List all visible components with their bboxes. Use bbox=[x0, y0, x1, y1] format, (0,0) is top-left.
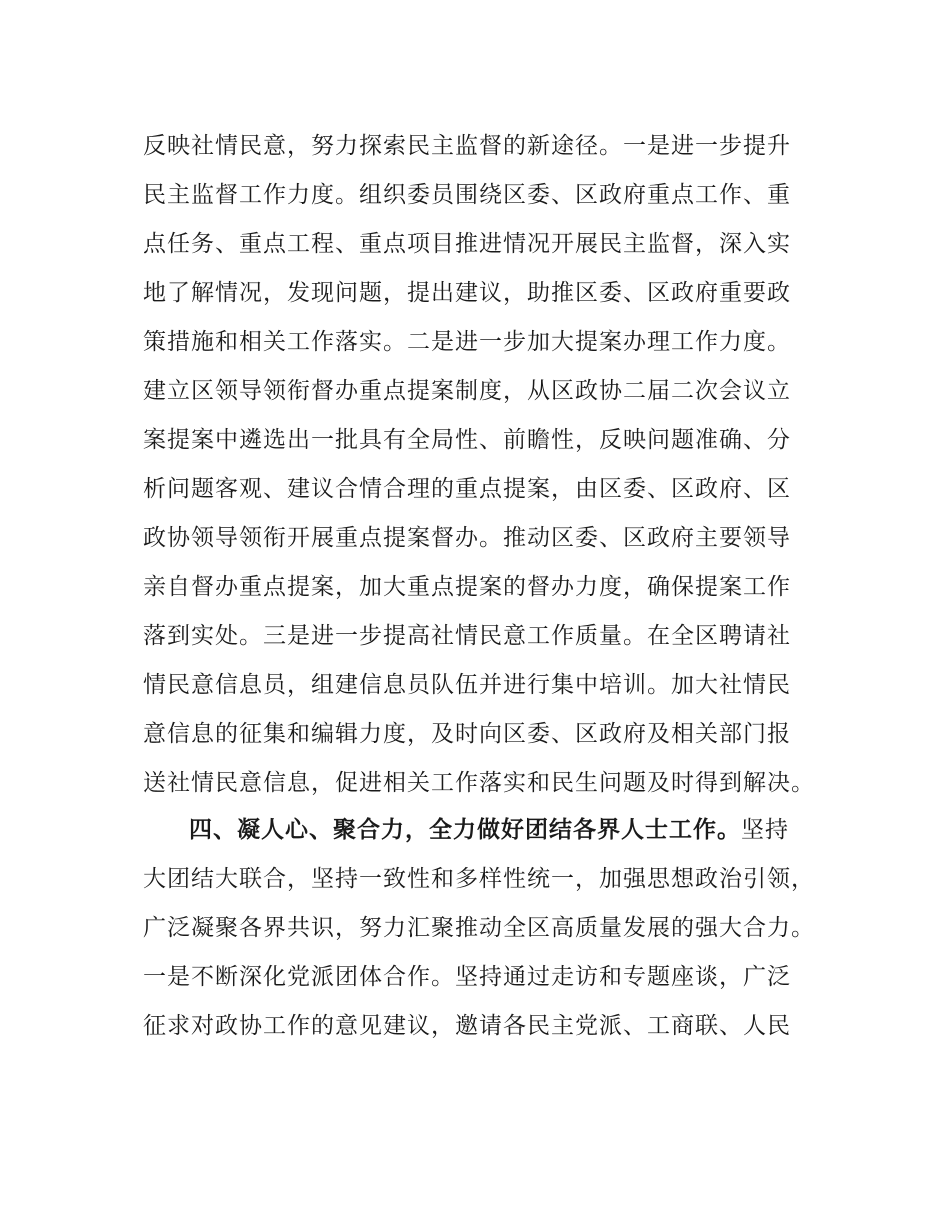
text-line: 析问题客观、建议合情合理的重点提案，由区委、区政府、区 bbox=[143, 476, 791, 502]
paragraph-democratic-supervision bbox=[143, 122, 823, 808]
text-line: 广泛凝聚各界共识，努力汇聚推动全区高质量发展的强大合力。 bbox=[143, 915, 815, 941]
text-line: 大团结大联合，坚持一致性和多样性统一，加强思想政治引领， bbox=[143, 866, 815, 892]
paragraph-unity-work bbox=[143, 806, 823, 1051]
text-line-first bbox=[143, 806, 823, 855]
text-line: 反映社情民意，努力探索民主监督的新途径。一是进一步提升 bbox=[143, 133, 791, 159]
heading-continuation: 坚持 bbox=[741, 817, 789, 843]
text-line: 案提案中遴选出一批具有全局性、前瞻性，反映问题准确、分 bbox=[143, 427, 791, 453]
text-line: 点任务、重点工程、重点项目推进情况开展民主监督，深入实 bbox=[143, 231, 791, 257]
text-line: 策措施和相关工作落实。二是进一步加大提案办理工作力度。 bbox=[143, 329, 791, 355]
section-heading: 四、凝人心、聚合力，全力做好团结各界人士工作。 bbox=[189, 817, 741, 843]
text-line: 一是不断深化党派团体合作。坚持通过走访和专题座谈，广泛 bbox=[143, 964, 791, 990]
text-line: 建立区领导领衔督办重点提案制度，从区政协二届二次会议立 bbox=[143, 378, 791, 404]
text-line: 政协领导领衔开展重点提案督办。推动区委、区政府主要领导 bbox=[143, 525, 791, 551]
text-line: 征求对政协工作的意见建议，邀请各民主党派、工商联、人民 bbox=[143, 1013, 791, 1039]
text-line: 地了解情况，发现问题，提出建议，助推区委、区政府重要政 bbox=[143, 280, 791, 306]
text-line: 亲自督办重点提案，加大重点提案的督办力度，确保提案工作 bbox=[143, 574, 791, 600]
text-line: 落到实处。三是进一步提高社情民意工作质量。在全区聘请社 bbox=[143, 623, 791, 649]
text-line: 意信息的征集和编辑力度，及时向区委、区政府及相关部门报 bbox=[143, 721, 791, 747]
text-line: 送社情民意信息，促进相关工作落实和民生问题及时得到解决。 bbox=[143, 770, 815, 796]
text-line: 民主监督工作力度。组织委员围绕区委、区政府重点工作、重 bbox=[143, 182, 791, 208]
text-line: 情民意信息员，组建信息员队伍并进行集中培训。加大社情民 bbox=[143, 672, 791, 698]
